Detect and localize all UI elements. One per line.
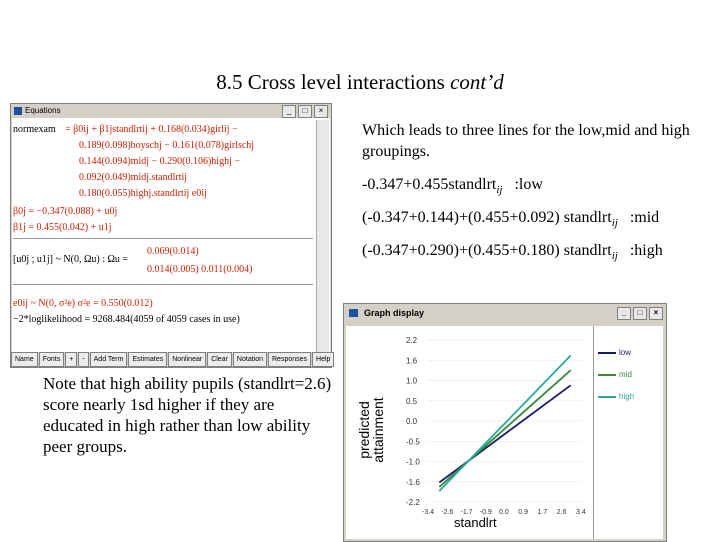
- maximize-button[interactable]: □: [633, 307, 647, 320]
- x-tick-label: 1.7: [537, 509, 548, 516]
- x-tick-label: 2.6: [556, 509, 567, 516]
- add-term-button[interactable]: Add Term: [90, 352, 128, 367]
- graph-title: Graph display: [364, 308, 425, 318]
- minimize-button[interactable]: _: [617, 307, 631, 320]
- minimize-button[interactable]: _: [282, 105, 296, 118]
- equations-title: Equations: [25, 106, 61, 115]
- equation-line: 0.069(0.014): [147, 246, 199, 257]
- equations-body: [13, 120, 313, 352]
- equation-line: 0.189(0.098)boyschj − 0.161(0.078)girlschj: [79, 140, 255, 151]
- y-tick-label: -1.0: [406, 457, 420, 467]
- equation-line: β0j = −0.347(0.088) + u0j: [13, 206, 118, 217]
- y-tick-label: 0.5: [406, 396, 418, 406]
- high-line-equation: (-0.347+0.290)+(0.455+0.180) standlrt$_{ij}$ :high: [362, 242, 663, 263]
- x-tick-label: -2.6: [441, 509, 454, 516]
- graph-titlebar[interactable]: [344, 304, 666, 322]
- graph-area: [346, 326, 662, 539]
- equations-window[interactable]: [10, 103, 332, 368]
- equation-line: −2*loglikelihood = 9268.484(4059 of 4059 cases in use): [13, 314, 240, 325]
- clear-button[interactable]: Clear: [207, 352, 232, 367]
- equation-line: e0ij ~ N(0, σ²e) σ²e = 0.550(0.012): [13, 298, 153, 309]
- zoom-out-button[interactable]: -: [78, 352, 88, 367]
- x-tick-label: -0.9: [479, 509, 492, 516]
- legend-swatch: [598, 396, 616, 398]
- x-tick-label: 0.0: [499, 509, 509, 516]
- equation-line: 0.144(0.094)midj − 0.290(0.106)highj −: [79, 156, 240, 167]
- equation-line: [u0j ; u1j] ~ N(0, Ωu) : Ωu =: [13, 254, 129, 265]
- divider: [13, 238, 313, 239]
- series-line-high: [439, 355, 570, 490]
- window-icon: [14, 107, 22, 115]
- y-tick-label: -1.6: [406, 477, 420, 487]
- legend-item-mid: mid: [598, 370, 632, 379]
- slide-title: 8.5 Cross level interactions cont’d: [216, 70, 504, 94]
- intro-text: Which leads to three lines for the low,mid and high groupings.: [362, 122, 690, 160]
- graph-display-window[interactable]: [343, 303, 667, 542]
- responses-button[interactable]: Responses: [268, 352, 311, 367]
- legend-item-high: high: [598, 392, 634, 401]
- zoom-in-button[interactable]: +: [65, 352, 77, 367]
- nonlinear-button[interactable]: Nonlinear: [168, 352, 206, 367]
- legend-item-low: low: [598, 348, 631, 357]
- y-tick-label: -2.2: [406, 498, 420, 507]
- x-tick-label: -3.4: [422, 509, 435, 516]
- y-tick-label: 1.0: [406, 376, 418, 386]
- note-text: Note that high ability pupils (standlrt=2.6) score nearly 1sd higher if they are educated in high rather than low ability peer groups.: [43, 374, 332, 456]
- equation-line: 0.180(0.055)highj.standlrtij e0ij: [79, 188, 207, 199]
- mid-line-equation: (-0.347+0.144)+(0.455+0.092) standlrt$_{ij}$ :mid: [362, 209, 660, 230]
- x-tick-label: -1.7: [460, 509, 473, 516]
- x-axis-label: standlrt: [454, 515, 497, 530]
- y-tick-label: 1.6: [406, 356, 418, 366]
- name-button[interactable]: Name: [11, 352, 38, 367]
- y-tick-label: 0.0: [406, 417, 418, 426]
- estimates-button[interactable]: Estimates: [128, 352, 167, 367]
- fonts-button[interactable]: Fonts: [39, 352, 65, 367]
- notation-button[interactable]: Notation: [233, 352, 267, 367]
- legend: [593, 326, 663, 539]
- window-icon: [349, 309, 358, 317]
- equation-line: 0.092(0.049)midj.standlrtij: [79, 172, 188, 183]
- legend-swatch: [598, 374, 616, 376]
- low-line-equation: -0.347+0.455standlrt$_{ij}$ :low: [362, 176, 543, 197]
- close-button[interactable]: ×: [649, 307, 663, 320]
- equation-line: 0.014(0.005) 0.011(0.004): [147, 264, 253, 275]
- close-button[interactable]: ×: [314, 105, 328, 118]
- equations-toolbar: [11, 352, 331, 367]
- series-line-low: [439, 385, 570, 482]
- equations-titlebar[interactable]: [11, 104, 331, 118]
- legend-swatch: [598, 352, 616, 354]
- equation-line: β1j = 0.455(0.042) + u1j: [13, 222, 112, 233]
- equation-line: = β0ij + β1jstandlrtij + 0.168(0.034)girlij −: [65, 124, 238, 135]
- line-chart: [346, 326, 593, 539]
- help-button[interactable]: Help: [312, 352, 334, 367]
- y-axis-label: predicted attainment: [356, 397, 386, 463]
- divider: [13, 284, 313, 285]
- y-tick-label: 2.2: [406, 336, 418, 345]
- x-tick-label: 0.9: [518, 509, 528, 516]
- maximize-button[interactable]: □: [298, 105, 312, 118]
- x-tick-label: 3.4: [576, 509, 586, 516]
- y-tick-label: -0.5: [406, 437, 420, 447]
- vertical-scrollbar[interactable]: [316, 120, 329, 352]
- equation-line: normexam: [13, 124, 56, 135]
